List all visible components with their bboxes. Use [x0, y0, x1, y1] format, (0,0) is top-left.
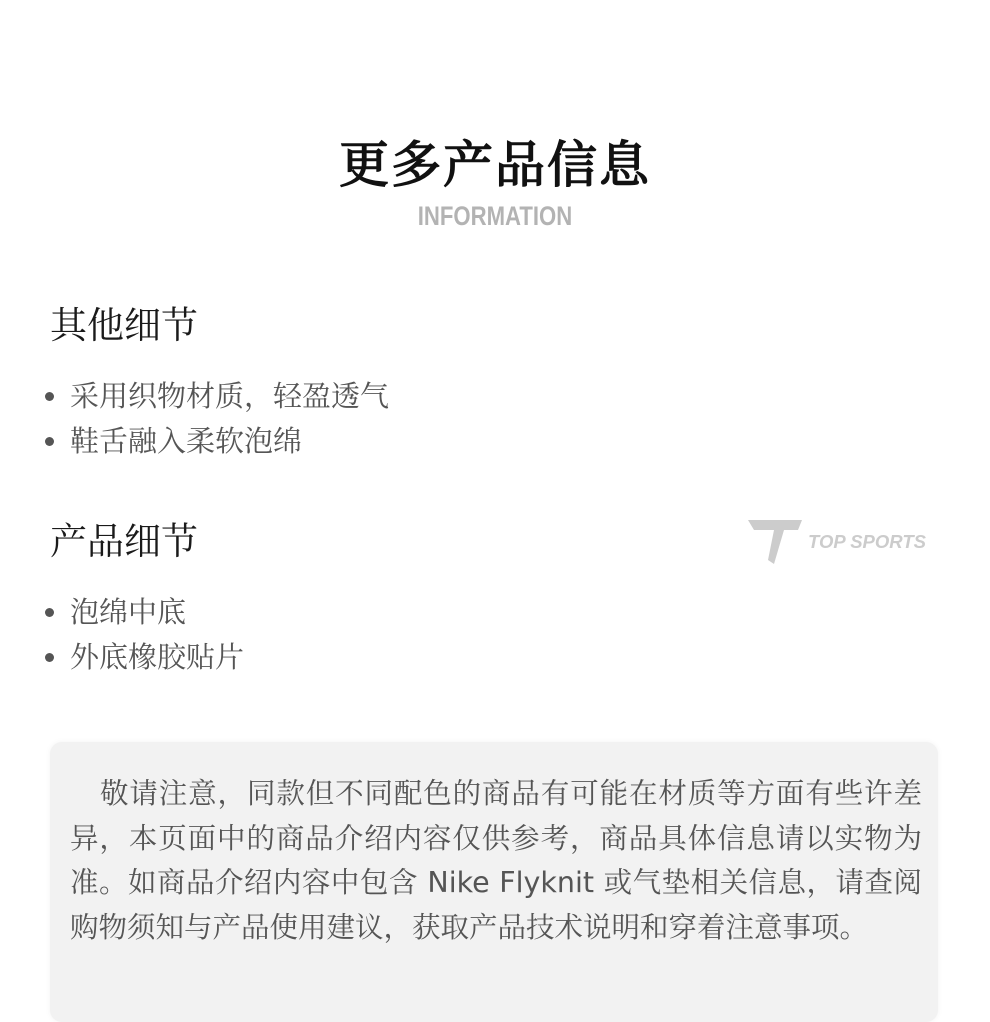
- bullet-icon: [45, 437, 54, 446]
- logo-t-mark-icon: [748, 520, 802, 564]
- top-sports-logo: [746, 516, 936, 568]
- list-item-text: 泡绵中底: [70, 595, 187, 629]
- list-item-text: 鞋舌融入柔软泡绵: [70, 424, 303, 458]
- list-item: [44, 419, 389, 464]
- list-item: [44, 590, 244, 635]
- list-item: [44, 374, 389, 419]
- bullet-icon: [45, 653, 54, 662]
- bullet-icon: [45, 608, 54, 617]
- section-heading-product-details: 产品细节: [50, 520, 198, 563]
- list-item: [44, 635, 244, 680]
- list-item-text: 外底橡胶贴片: [70, 640, 245, 674]
- page-title: 更多产品信息: [339, 136, 651, 194]
- notice-text: 敬请注意，同款但不同配色的商品有可能在材质等方面有些许差异，本页面中的商品介绍内容仅供参考，商品具体信息请以实物为准。如商品介绍内容中包含 Nike Flyknit 或气垫相关信息，请查阅购物须知与产品使用建议，获取产品技术说明和穿着注意事项。: [70, 777, 922, 944]
- product-details-list: [44, 590, 244, 680]
- bullet-icon: [45, 392, 54, 401]
- other-details-list: [44, 374, 389, 464]
- section-heading-other-details: 其他细节: [50, 304, 198, 347]
- list-item-text: 采用织物材质，轻盈透气: [70, 379, 390, 413]
- logo-text: TOP SPORTS: [808, 532, 926, 552]
- page-subtitle: INFORMATION: [417, 201, 573, 231]
